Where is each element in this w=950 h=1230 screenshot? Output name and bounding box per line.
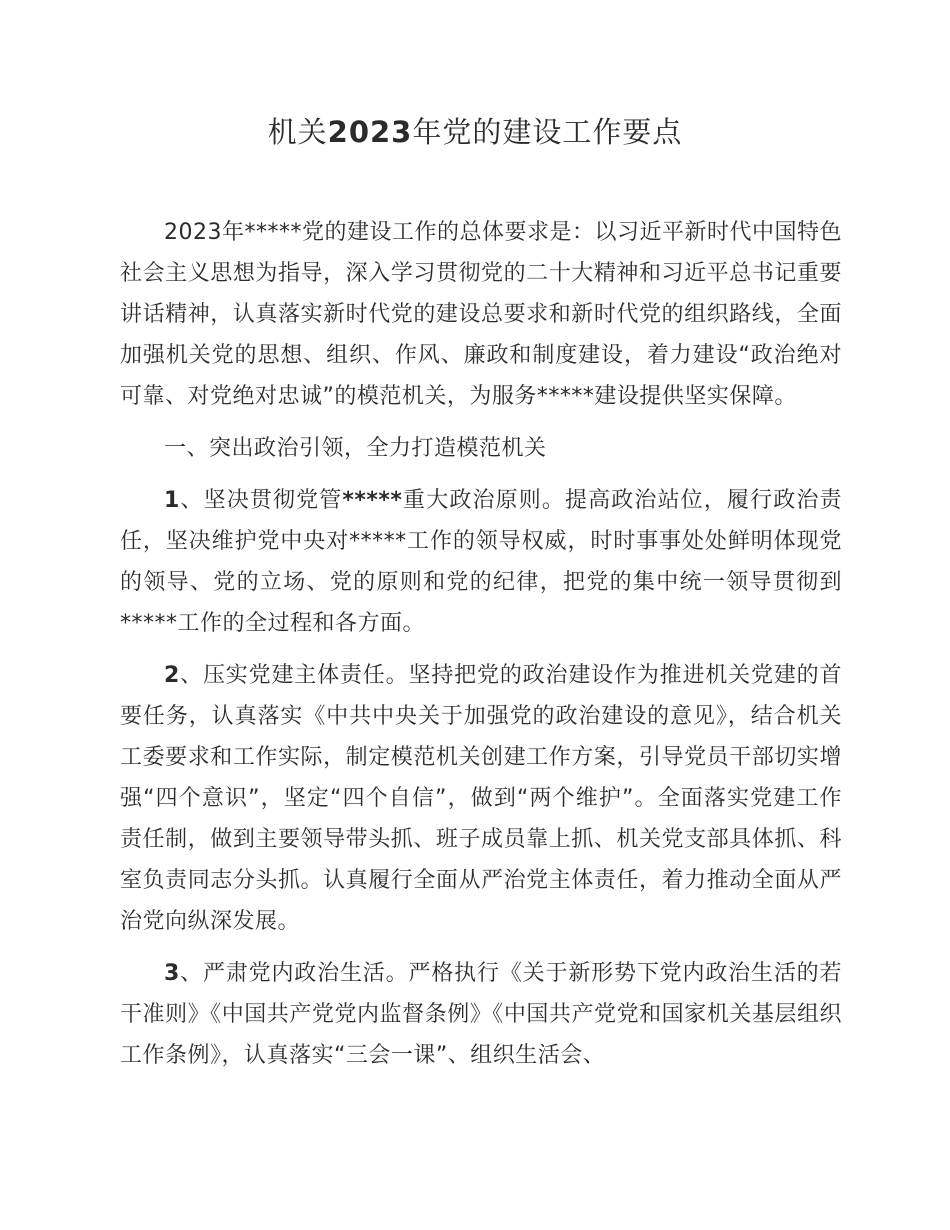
item-paragraph-1 <box>120 480 842 644</box>
item-number: 1 <box>164 488 180 513</box>
title-year: 2023 <box>327 115 413 149</box>
item-lead: 、压实党建主体责任。 <box>179 663 409 688</box>
item-text: 重大政治原则。提高政治站位，履行政治责任，坚决维护党中央对*****工作的领导权威，时时事事处处鲜明体现党的领导、党的立场、党的原则和党的纪律，把党的集中统一领导贯彻到*****工作的全过程和各方面。 <box>120 488 842 636</box>
item-number: 2 <box>164 663 180 688</box>
title-suffix: 年党的建设工作要点 <box>412 115 683 149</box>
item-lead: 、严肃党内政治生活。 <box>179 961 409 986</box>
title-prefix: 机关 <box>267 115 328 149</box>
document-title <box>0 108 950 156</box>
item-text: 坚持把党的政治建设作为推进机关党建的首要任务，认真落实《中共中央关于加强党的政治建设的意见》，结合机关工委要求和工作实际，制定模范机关创建工作方案，引导党员干部切实增强“四个意识”，坚定“四个自信”，做到“两个维护”。全面落实党建工作责任制，做到主要领导带头抓、班子成员靠上抓、机关党支部具体抓、科室负责同志分头抓。认真履行全面从严治党主体责任，着力推动全面从严治党向纵深发展。 <box>120 663 842 934</box>
section-heading: 一、突出政治引领，全力打造模范机关 <box>164 436 547 461</box>
item-lead: 、坚决贯彻党管 <box>179 488 343 513</box>
item-number: 3 <box>164 961 180 986</box>
intro-paragraph: 2023年*****党的建设工作的总体要求是：以习近平新时代中国特色社会主义思想为指导，深入学习贯彻党的二十大精神和习近平总书记重要讲话精神，认真落实新时代党的建设总要求和新时代党的组织路线，全面加强机关党的思想、组织、作风、廉政和制度建设，着力建设“政治绝对可靠、对党绝对忠诚”的模范机关，为服务*****建设提供坚实保障。 <box>120 220 842 409</box>
item-lead-bold: ***** <box>342 488 403 513</box>
item-paragraph-3 <box>120 953 842 1076</box>
document-body <box>120 212 842 1087</box>
item-text: 严格执行《关于新形势下党内政治生活的若干准则》《中国共产党党内监督条例》《中国共产党党和国家机关基层组织工作条例》，认真落实“三会一课”、组织生活会、 <box>120 961 842 1068</box>
item-paragraph-2 <box>120 655 842 942</box>
